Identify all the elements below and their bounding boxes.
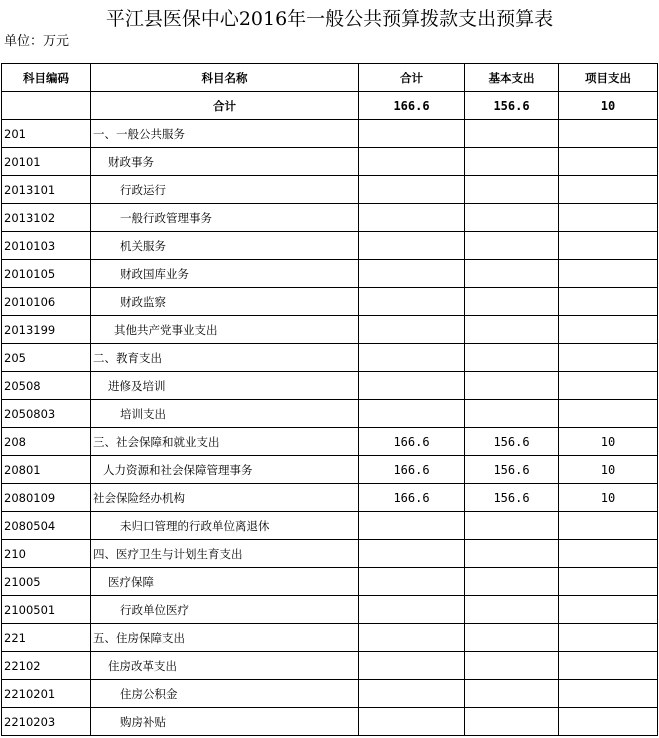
row-name: 二、教育支出 — [91, 344, 359, 372]
budget-table — [1, 63, 658, 736]
row-project — [559, 316, 658, 344]
row-name: 培训支出 — [91, 400, 359, 428]
row-name: 购房补贴 — [91, 708, 359, 736]
row-sum — [359, 176, 465, 204]
row-project — [559, 624, 658, 652]
row-basic — [465, 680, 559, 708]
table-row — [2, 260, 658, 288]
row-project: 10 — [559, 484, 658, 512]
row-project — [559, 708, 658, 736]
table-row — [2, 204, 658, 232]
row-sum — [359, 400, 465, 428]
row-name: 四、医疗卫生与计划生育支出 — [91, 540, 359, 568]
row-sum — [359, 596, 465, 624]
row-project — [559, 288, 658, 316]
row-basic: 156.6 — [465, 484, 559, 512]
row-basic — [465, 708, 559, 736]
row-basic — [465, 204, 559, 232]
total-basic: 156.6 — [465, 92, 559, 120]
row-sum — [359, 708, 465, 736]
row-name: 人力资源和社会保障管理事务 — [91, 456, 359, 484]
row-sum — [359, 372, 465, 400]
row-basic — [465, 260, 559, 288]
header-basic: 基本支出 — [465, 64, 559, 92]
table-row — [2, 708, 658, 736]
row-name: 社会保险经办机构 — [91, 484, 359, 512]
row-name: 进修及培训 — [91, 372, 359, 400]
row-sum — [359, 204, 465, 232]
row-basic — [465, 400, 559, 428]
row-project — [559, 652, 658, 680]
total-sum: 166.6 — [359, 92, 465, 120]
table-row — [2, 652, 658, 680]
table-row — [2, 484, 658, 512]
row-project: 10 — [559, 428, 658, 456]
row-code: 221 — [2, 624, 91, 652]
table-row — [2, 372, 658, 400]
row-project — [559, 344, 658, 372]
table-row — [2, 456, 658, 484]
table-row — [2, 232, 658, 260]
row-name: 未归口管理的行政单位离退休 — [91, 512, 359, 540]
row-project — [559, 120, 658, 148]
table-row — [2, 428, 658, 456]
row-code: 2013101 — [2, 176, 91, 204]
row-project — [559, 260, 658, 288]
table-row — [2, 148, 658, 176]
row-project: 10 — [559, 456, 658, 484]
row-code: 20508 — [2, 372, 91, 400]
row-basic — [465, 540, 559, 568]
row-basic — [465, 176, 559, 204]
row-name: 三、社会保障和就业支出 — [91, 428, 359, 456]
row-name: 行政单位医疗 — [91, 596, 359, 624]
row-basic — [465, 596, 559, 624]
row-code: 205 — [2, 344, 91, 372]
row-basic — [465, 120, 559, 148]
row-basic — [465, 372, 559, 400]
row-sum: 166.6 — [359, 484, 465, 512]
table-row — [2, 344, 658, 372]
row-sum — [359, 540, 465, 568]
row-code: 2013199 — [2, 316, 91, 344]
total-row — [2, 92, 658, 120]
row-code: 2080504 — [2, 512, 91, 540]
row-basic — [465, 148, 559, 176]
table-row — [2, 680, 658, 708]
row-code: 2210203 — [2, 708, 91, 736]
row-code: 2210201 — [2, 680, 91, 708]
header-row — [2, 64, 658, 92]
row-sum — [359, 120, 465, 148]
table-row — [2, 512, 658, 540]
row-project — [559, 400, 658, 428]
row-code: 2050803 — [2, 400, 91, 428]
row-sum — [359, 260, 465, 288]
row-name: 财政事务 — [91, 148, 359, 176]
table-row — [2, 568, 658, 596]
row-code: 201 — [2, 120, 91, 148]
page-title: 平江县医保中心2016年一般公共预算拨款支出预算表 — [105, 8, 554, 30]
total-project: 10 — [559, 92, 658, 120]
row-basic — [465, 232, 559, 260]
row-code: 22102 — [2, 652, 91, 680]
row-basic — [465, 512, 559, 540]
row-project — [559, 176, 658, 204]
total-label: 合计 — [91, 92, 359, 120]
row-project — [559, 512, 658, 540]
row-project — [559, 596, 658, 624]
row-project — [559, 148, 658, 176]
row-name: 住房公积金 — [91, 680, 359, 708]
row-project — [559, 204, 658, 232]
table-row — [2, 316, 658, 344]
row-name: 财政监察 — [91, 288, 359, 316]
row-code: 2013102 — [2, 204, 91, 232]
row-sum: 166.6 — [359, 456, 465, 484]
row-basic: 156.6 — [465, 456, 559, 484]
row-sum — [359, 232, 465, 260]
table-row — [2, 288, 658, 316]
row-basic: 156.6 — [465, 428, 559, 456]
table-row — [2, 176, 658, 204]
row-name: 机关服务 — [91, 232, 359, 260]
row-basic — [465, 568, 559, 596]
row-sum — [359, 512, 465, 540]
row-sum — [359, 288, 465, 316]
row-name: 其他共产党事业支出 — [91, 316, 359, 344]
row-sum — [359, 652, 465, 680]
row-name: 五、住房保障支出 — [91, 624, 359, 652]
header-code: 科目编码 — [2, 64, 91, 92]
row-name: 一、一般公共服务 — [91, 120, 359, 148]
row-code: 2010103 — [2, 232, 91, 260]
row-code: 21005 — [2, 568, 91, 596]
table-row — [2, 120, 658, 148]
row-project — [559, 232, 658, 260]
table-row — [2, 624, 658, 652]
row-name: 财政国库业务 — [91, 260, 359, 288]
row-name: 行政运行 — [91, 176, 359, 204]
row-code: 2080109 — [2, 484, 91, 512]
row-sum — [359, 680, 465, 708]
header-name: 科目名称 — [91, 64, 359, 92]
unit-label: 单位：万元 — [4, 34, 70, 49]
row-code: 20101 — [2, 148, 91, 176]
header-project: 项目支出 — [559, 64, 658, 92]
row-code: 2010105 — [2, 260, 91, 288]
row-name: 医疗保障 — [91, 568, 359, 596]
row-sum — [359, 148, 465, 176]
row-project — [559, 540, 658, 568]
table-row — [2, 540, 658, 568]
total-code-cell — [2, 92, 91, 120]
row-project — [559, 680, 658, 708]
row-code: 20801 — [2, 456, 91, 484]
row-project — [559, 372, 658, 400]
table-row — [2, 596, 658, 624]
row-sum — [359, 344, 465, 372]
table-row — [2, 400, 658, 428]
row-name: 住房改革支出 — [91, 652, 359, 680]
row-code: 2010106 — [2, 288, 91, 316]
row-basic — [465, 652, 559, 680]
row-sum — [359, 316, 465, 344]
row-sum: 166.6 — [359, 428, 465, 456]
row-project — [559, 568, 658, 596]
row-basic — [465, 344, 559, 372]
row-code: 208 — [2, 428, 91, 456]
row-basic — [465, 316, 559, 344]
row-basic — [465, 624, 559, 652]
row-name: 一般行政管理事务 — [91, 204, 359, 232]
row-basic — [465, 288, 559, 316]
header-sum: 合计 — [359, 64, 465, 92]
row-code: 2100501 — [2, 596, 91, 624]
row-sum — [359, 568, 465, 596]
row-sum — [359, 624, 465, 652]
row-code: 210 — [2, 540, 91, 568]
